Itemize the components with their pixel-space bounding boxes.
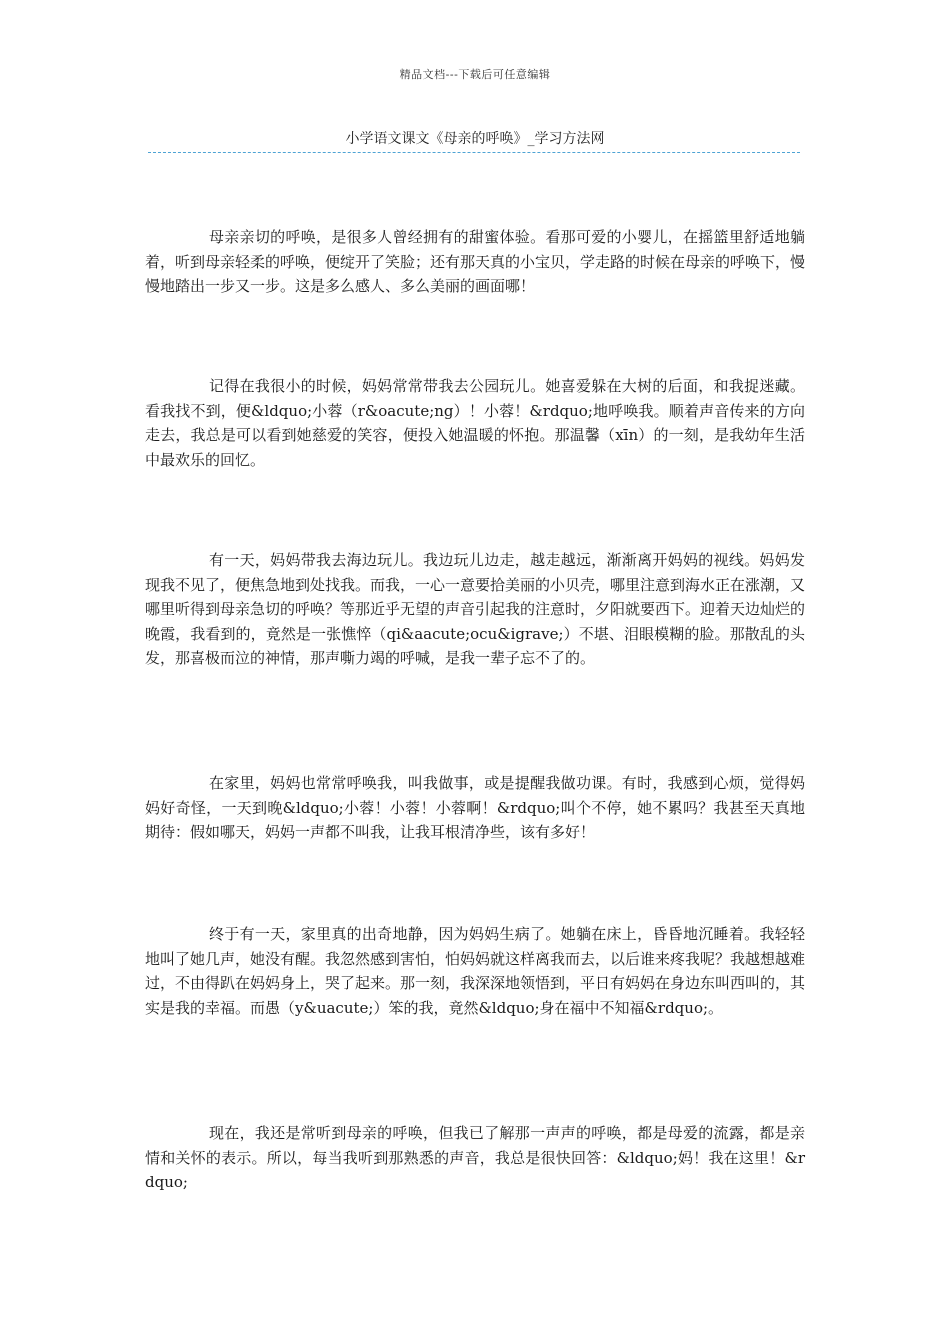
document-title: 小学语文课文《母亲的呼唤》_学习方法网 xyxy=(345,131,605,147)
title-divider xyxy=(148,152,800,153)
paragraph-3: 有一天，妈妈带我去海边玩儿。我边玩儿边走，越走越远，渐渐离开妈妈的视线。妈妈发现我不见了，便焦急地到处找我。而我，一心一意要拾美丽的小贝壳，哪里注意到海水正在涨潮，又哪里听得到母亲急切的呼唤？等那近乎无望的声音引起我的注意时，夕阳就要西下。迎着天边灿烂的晚霞，我看到的，竟然是一张憔悴（qi&aacute;ocu&igrave;）不堪、泪眼模糊的脸。那散乱的头发，那喜极而泣的神情，那声嘶力竭的呼喊，是我一辈子忘不了的。 xyxy=(145,551,806,667)
paragraph-6: 现在，我还是常听到母亲的呼唤，但我已了解那一声声的呼唤，都是母爱的流露，都是亲情和关怀的表示。所以，每当我听到那熟悉的声音，我总是很快回答：&ldquo;妈！我在这里！&rdquo; xyxy=(145,1124,805,1191)
header-note: 精品文档---下载后可任意编辑 xyxy=(399,68,551,81)
paragraph-1: 母亲亲切的呼唤，是很多人曾经拥有的甜蜜体验。看那可爱的小婴儿，在摇篮里舒适地躺着，听到母亲轻柔的呼唤，便绽开了笑脸；还有那天真的小宝贝，学走路的时候在母亲的呼唤下，慢慢地踏出一步又一步。这是多么感人、多么美丽的画面哪！ xyxy=(145,228,806,295)
paragraph-5: 终于有一天，家里真的出奇地静，因为妈妈生病了。她躺在床上，昏昏地沉睡着。我轻轻地叫了她几声，她没有醒。我忽然感到害怕，怕妈妈就这样离我而去，以后谁来疼我呢？我越想越难过，不由得趴在妈妈身上，哭了起来。那一刻，我深深地领悟到，平日有妈妈在身边东叫西叫的，其实是我的幸福。而愚（y&uacute;）笨的我，竟然&ldquo;身在福中不知福&rdquo;。 xyxy=(145,925,806,1017)
paragraph-4: 在家里，妈妈也常常呼唤我，叫我做事，或是提醒我做功课。有时，我感到心烦，觉得妈妈好奇怪，一天到晚&ldquo;小蓉！小蓉！小蓉啊！&rdquo;叫个不停，她不累吗？我甚至天真地期待：假如哪天，妈妈一声都不叫我，让我耳根清净些，该有多好！ xyxy=(145,774,805,841)
paragraph-2: 记得在我很小的时候，妈妈常常带我去公园玩儿。她喜爱躲在大树的后面，和我捉迷藏。看我找不到，便&ldquo;小蓉（r&oacute;ng）！小蓉！&rdquo;地呼唤我。顺着声音传来的方向走去，我总是可以看到她慈爱的笑容，便投入她温暖的怀抱。那温馨（xīn）的一刻，是我幼年生活中最欢乐的回忆。 xyxy=(145,377,805,469)
